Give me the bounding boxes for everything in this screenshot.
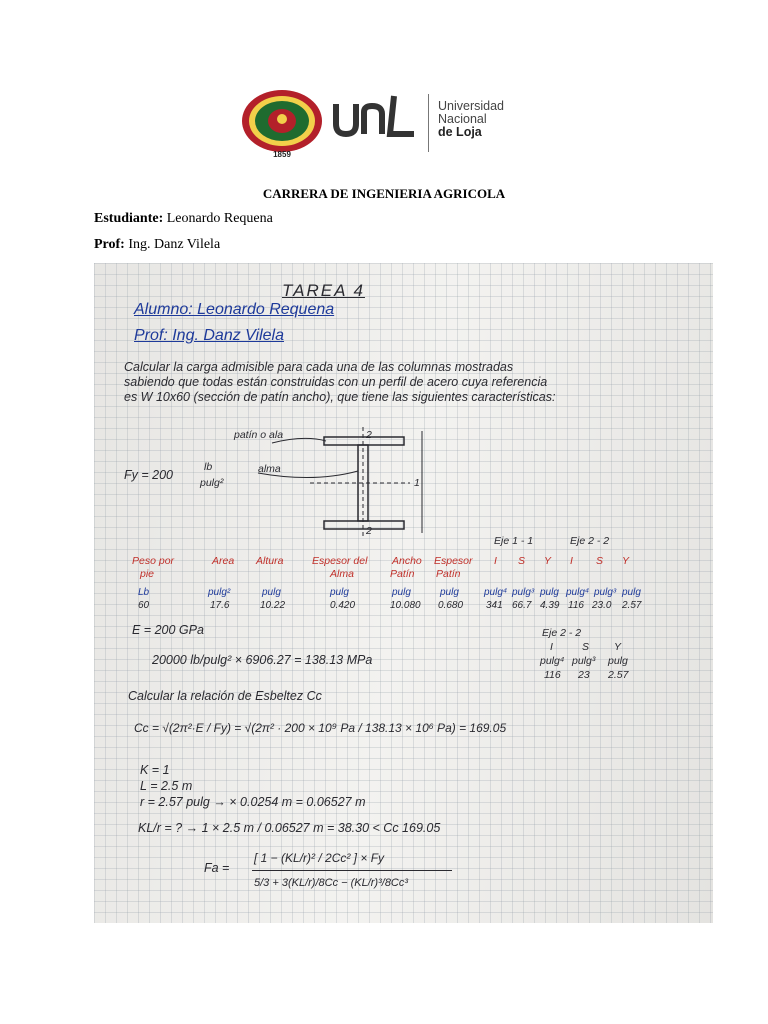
hw-table-header: S [518,555,526,567]
hw-fa-label: Fa = [204,861,230,875]
hw-kl: KL/r = ? → 1 × 2.5 m / 0.06527 m = 38.30 < Cc 169.05 [138,821,441,835]
hw-table-unit: pulg [392,587,411,598]
hw-table-unit: pulg [440,587,459,598]
hw-eje22-value: 23 [578,669,590,681]
hw-table-unit: pulg² [208,587,231,598]
hw-fy-den: pulg² [200,477,224,489]
hw-table-value: 2.57 [622,600,642,611]
hw-prof: Prof: Ing. Danz Vilela [134,327,285,344]
hw-table-header: Patín [436,568,461,580]
hw-table-header: Y [622,555,630,567]
hw-table-value: 23.0 [592,600,612,611]
hw-table-value: 116 [568,600,584,611]
header-logos [240,84,540,164]
hw-eje22-col: S [582,641,590,653]
hw-table-unit: Lb [138,587,150,598]
university-name: Universidad Nacional de Loja [438,99,505,139]
hw-fy-num: lb [204,461,213,473]
hw-l: L = 2.5 m [140,779,193,793]
hw-fy: Fy = 200 [124,468,173,482]
hw-table-unit: pulg³ [512,587,535,598]
hw-statement-line: Calcular la carga admisible para cada una de las columnas mostradas [124,360,514,374]
hw-cc-formula: Cc = √(2π²·E / Fy) = √(2π² · 200 × 10⁹ Pa / 138.13 × 10⁶ Pa) = 169.05 [134,721,507,735]
hw-fa-numerator: [ 1 − (KL/r)² / 2Cc² ] × Fy [254,851,385,865]
hw-table-unit: pulg⁴ [484,587,508,598]
hw-table-value: 0.680 [438,600,464,611]
hw-statement-line: sabiendo que todas están construidas con un perfil de acero cuya referencia [124,375,548,389]
hw-fa-fraction-bar [252,870,452,871]
hw-eje22-unit: pulg⁴ [540,655,565,667]
hw-table-header: Espesor del [312,555,368,567]
hw-table-value: 10.22 [260,600,286,611]
prof-line: Prof: Ing. Danz Vilela [94,237,221,252]
seal-year: 1859 [273,150,291,159]
hw-table-header: Area [212,555,235,567]
hw-title: TAREA 4 [282,281,365,300]
hw-table-unit: pulg [622,587,641,598]
hw-eje22-value: 116 [544,669,561,681]
hw-table-header: Espesor [434,555,473,567]
hw-table-header: S [596,555,604,567]
hw-eje22-value: 2.57 [608,669,629,681]
hw-eje22-col: Y [614,641,622,653]
hw-axis-1: 1 [414,477,420,489]
hw-r: r = 2.57 pulg → × 0.0254 m = 0.06527 m [140,795,366,809]
hw-table-header: I [570,555,573,567]
university-seal-icon [240,88,324,154]
hw-eje22-title: Eje 2 - 2 [542,627,582,639]
hw-eje22-unit: pulg [608,655,628,667]
hw-table-header: Alma [330,568,354,580]
hw-table-header: Altura [256,555,284,567]
hw-table-value: 0.420 [330,600,356,611]
hw-table-header: Peso por [132,555,175,567]
hw-table-value: 17.6 [210,600,230,611]
hw-axis-2-bottom: 2 [366,525,372,537]
hw-axis-2-top: 2 [366,429,372,441]
hw-conversion: 20000 lb/pulg² × 6906.27 = 138.13 MPa [152,653,373,667]
unl-logo-icon [332,94,418,140]
hw-table-value: 4.39 [540,600,560,611]
hw-table-header: Patín [390,568,415,580]
hw-table-unit: pulg [262,587,281,598]
hw-table-unit: pulg [540,587,559,598]
hw-label-patin: patín o ala [234,429,284,441]
hw-esbeltez: Calcular la relación de Esbeltez Cc [128,689,322,703]
hw-fa-denominator: 5/3 + 3(KL/r)/8Cc − (KL/r)³/8Cc³ [254,877,409,889]
hw-table-value: 10.080 [390,600,421,611]
hw-table-value: 66.7 [512,600,532,611]
hw-k: K = 1 [140,763,170,777]
hw-table-unit: pulg³ [594,587,617,598]
hw-axis-title-11: Eje 1 - 1 [494,535,534,547]
hw-statement-line: es W 10x60 (sección de patín ancho), que tiene las siguientes características: [124,390,556,404]
hw-table-value: 60 [138,600,150,611]
notebook-photo [94,263,713,923]
hw-alumno: Alumno: Leonardo Requena [134,301,335,318]
hw-e-line: E = 200 GPa [132,623,204,637]
hw-axis-title-22: Eje 2 - 2 [570,535,610,547]
hw-table-unit: pulg⁴ [566,587,590,598]
hw-eje22-unit: pulg³ [572,655,596,667]
hw-table-value: 341 [486,600,503,611]
logo-divider [428,94,429,152]
hw-table-header: Y [544,555,552,567]
i-beam-diagram [214,423,444,543]
carrera-title: CARRERA DE INGENIERIA AGRICOLA [262,186,506,201]
hw-table-unit: pulg [330,587,349,598]
hw-table-header: I [494,555,497,567]
hw-table-header: Ancho [392,555,422,567]
hw-eje22-col: I [550,641,553,653]
hw-table-header: pie [140,568,155,580]
student-line: Estudiante: Leonardo Requena [94,211,273,226]
hw-label-alma: alma [258,463,281,475]
